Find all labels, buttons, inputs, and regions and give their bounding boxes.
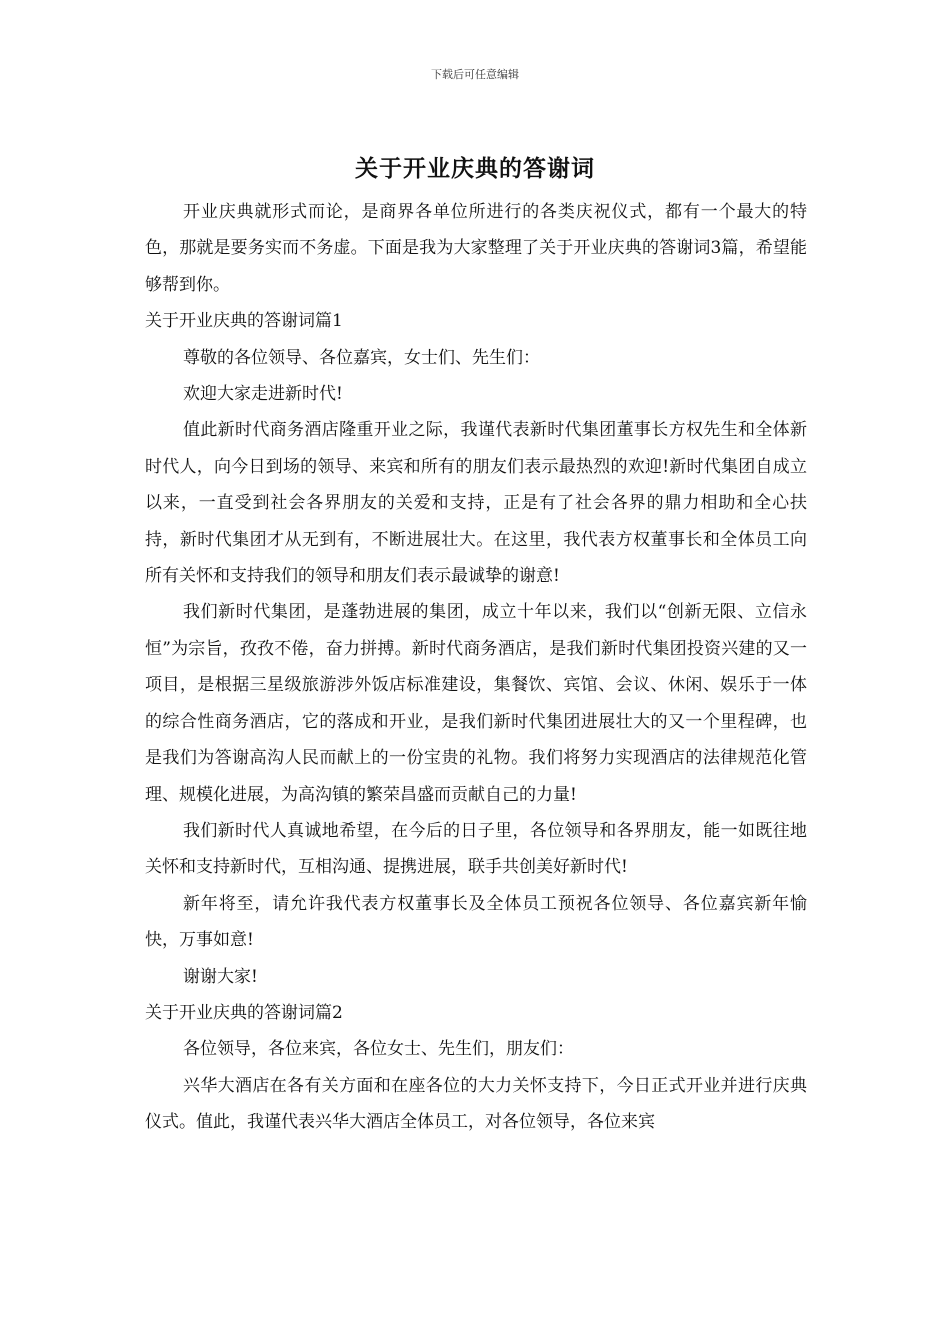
body-paragraph: 我们新时代人真诚地希望，在今后的日子里，各位领导和各界朋友，能一如既往地关怀和支持新时代，互相沟通、提携进展，联手共创美好新时代! — [145, 820, 807, 878]
salutation-paragraph: 尊敬的各位领导、各位嘉宾，女士们、先生们： — [183, 347, 540, 368]
closing-paragraph: 谢谢大家! — [183, 966, 258, 987]
intro-paragraph: 开业庆典就形式而论，是商界各单位所进行的各类庆祝仪式，都有一个最大的特色，那就是要务实而不务虚。下面是我为大家整理了关于开业庆典的答谢词3篇，希望能够帮到你。 — [145, 202, 807, 295]
section-heading-1: 关于开业庆典的答谢词篇1 — [145, 311, 343, 332]
salutation-paragraph: 各位领导，各位来宾，各位女士、先生们，朋友们： — [183, 1039, 574, 1060]
document-body — [145, 194, 807, 1141]
body-paragraph: 我们新时代集团，是蓬勃进展的集团，成立十年以来，我们以“创新无限、立信永恒”为宗旨，孜孜不倦，奋力拼搏。新时代商务酒店，是我们新时代集团投资兴建的又一项目，是根据三星级旅游涉外饭店标准建设，集餐饮、宾馆、会议、休闲、娱乐于一体的综合性商务酒店，它的落成和开业，是我们新时代集团进展壮大的又一个里程碑，也是我们为答谢高沟人民而献上的一份宝贵的礼物。我们将努力实现酒店的法律规范化管理、规模化进展，为高沟镇的繁荣昌盛而贡献自己的力量! — [145, 602, 807, 805]
document-title: 关于开业庆典的答谢词 — [355, 155, 595, 182]
body-paragraph: 兴华大酒店在各有关方面和在座各位的大力关怀支持下，今日正式开业并进行庆典仪式。值此，我谨代表兴华大酒店全体员工，对各位领导，各位来宾 — [145, 1075, 807, 1133]
header-note: 下载后可任意编辑 — [431, 68, 519, 81]
welcome-paragraph: 欢迎大家走进新时代! — [183, 384, 343, 405]
body-paragraph: 值此新时代商务酒店隆重开业之际，我谨代表新时代集团董事长方权先生和全体新时代人，向今日到场的领导、来宾和所有的朋友们表示最热烈的欢迎!新时代集团自成立以来，一直受到社会各界朋友的关爱和支持，正是有了社会各界的鼎力相助和全心扶持，新时代集团才从无到有，不断进展壮大。在这里，我代表方权董事长和全体员工向所有关怀和支持我们的领导和朋友们表示最诚挚的谢意! — [145, 420, 807, 587]
section-heading-2: 关于开业庆典的答谢词篇2 — [145, 1002, 343, 1023]
body-paragraph: 新年将至，请允许我代表方权董事长及全体员工预祝各位领导、各位嘉宾新年愉快，万事如意! — [145, 893, 807, 951]
